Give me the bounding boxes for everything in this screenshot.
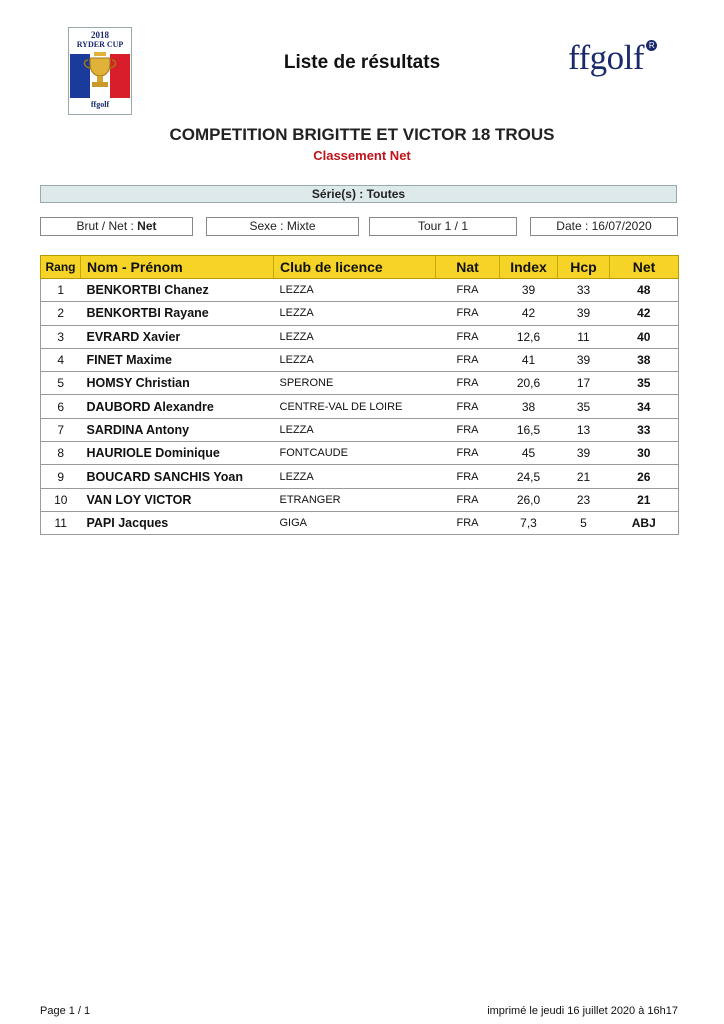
table-row (41, 488, 679, 511)
col-header-hcp: Hcp (558, 256, 610, 279)
table-header-row (41, 256, 679, 279)
col-header-club: Club de licence (274, 256, 436, 279)
date-box: Date : 16/07/2020 (530, 217, 678, 236)
cell-club: SPERONE (274, 372, 436, 395)
cell-nom: HOMSY Christian (81, 372, 274, 395)
cell-net: 48 (610, 279, 679, 302)
cell-index: 45 (500, 442, 558, 465)
document-title: Liste de résultats (283, 52, 441, 73)
cell-rang: 11 (41, 511, 81, 534)
cell-index: 39 (500, 279, 558, 302)
cell-net: 33 (610, 418, 679, 441)
cell-rang: 3 (41, 325, 81, 348)
cell-hcp: 39 (558, 302, 610, 325)
cell-net: ABJ (610, 511, 679, 534)
cell-net: 40 (610, 325, 679, 348)
table-row (41, 465, 679, 488)
cell-hcp: 39 (558, 442, 610, 465)
ffgolf-logo (568, 38, 655, 78)
cell-nom: BOUCARD SANCHIS Yoan (81, 465, 274, 488)
cell-rang: 10 (41, 488, 81, 511)
sexe-value: Mixte (286, 219, 316, 233)
logo-org: ffgolf (90, 100, 110, 109)
ryder-cup-logo (68, 27, 132, 115)
registered-icon: R (646, 40, 657, 51)
table-row (41, 372, 679, 395)
table-row (41, 442, 679, 465)
cell-nom: BENKORTBI Rayane (81, 302, 274, 325)
table-row (41, 348, 679, 371)
cell-nom: VAN LOY VICTOR (81, 488, 274, 511)
table-row (41, 511, 679, 534)
cell-club: LEZZA (274, 302, 436, 325)
results-table (40, 255, 679, 535)
col-header-nom: Nom - Prénom (81, 256, 274, 279)
cell-index: 42 (500, 302, 558, 325)
cell-rang: 9 (41, 465, 81, 488)
table-row (41, 395, 679, 418)
cell-nat: FRA (436, 325, 500, 348)
print-timestamp: imprimé le jeudi 16 juillet 2020 à 16h17 (487, 1005, 678, 1017)
col-header-rang: Rang (41, 256, 81, 279)
cell-net: 26 (610, 465, 679, 488)
cell-hcp: 23 (558, 488, 610, 511)
cell-index: 41 (500, 348, 558, 371)
cell-index: 24,5 (500, 465, 558, 488)
cell-index: 16,5 (500, 418, 558, 441)
table-row (41, 418, 679, 441)
cell-nat: FRA (436, 465, 500, 488)
cell-rang: 8 (41, 442, 81, 465)
competition-title: COMPETITION BRIGITTE ET VICTOR 18 TROUS (169, 125, 555, 144)
cell-rang: 2 (41, 302, 81, 325)
cell-rang: 6 (41, 395, 81, 418)
brut-net-box (40, 217, 193, 236)
cell-hcp: 39 (558, 348, 610, 371)
logo-name: RYDER CUP (76, 40, 124, 49)
cell-index: 12,6 (500, 325, 558, 348)
table-row (41, 325, 679, 348)
ffgolf-logo-text: ffgolf (568, 38, 645, 77)
trophy-flag-icon (70, 50, 130, 100)
cell-index: 26,0 (500, 488, 558, 511)
cell-hcp: 35 (558, 395, 610, 418)
cell-nat: FRA (436, 395, 500, 418)
table-row (41, 302, 679, 325)
cell-nat: FRA (436, 418, 500, 441)
cell-rang: 1 (41, 279, 81, 302)
brut-net-label: Brut / Net : (76, 219, 134, 233)
cell-hcp: 17 (558, 372, 610, 395)
sexe-label: Sexe : (249, 219, 284, 233)
brut-net-value: Net (137, 219, 157, 233)
cell-club: ETRANGER (274, 488, 436, 511)
cell-index: 7,3 (500, 511, 558, 534)
cell-net: 35 (610, 372, 679, 395)
cell-club: LEZZA (274, 279, 436, 302)
cell-club: GIGA (274, 511, 436, 534)
cell-nom: SARDINA Antony (81, 418, 274, 441)
cell-hcp: 21 (558, 465, 610, 488)
cell-club: LEZZA (274, 348, 436, 371)
col-header-net: Net (610, 256, 679, 279)
cell-club: LEZZA (274, 325, 436, 348)
cell-hcp: 5 (558, 511, 610, 534)
cell-nat: FRA (436, 372, 500, 395)
tour-box: Tour 1 / 1 (369, 217, 517, 236)
cell-club: LEZZA (274, 418, 436, 441)
cell-nom: BENKORTBI Chanez (81, 279, 274, 302)
cell-hcp: 33 (558, 279, 610, 302)
cell-club: CENTRE-VAL DE LOIRE (274, 395, 436, 418)
sexe-box (206, 217, 359, 236)
cell-net: 38 (610, 348, 679, 371)
cell-rang: 7 (41, 418, 81, 441)
cell-net: 21 (610, 488, 679, 511)
cell-nat: FRA (436, 442, 500, 465)
cell-nom: HAURIOLE Dominique (81, 442, 274, 465)
cell-hcp: 13 (558, 418, 610, 441)
cell-nom: FINET Maxime (81, 348, 274, 371)
cell-nom: DAUBORD Alexandre (81, 395, 274, 418)
cell-nat: FRA (436, 279, 500, 302)
cell-club: FONTCAUDE (274, 442, 436, 465)
col-header-index: Index (500, 256, 558, 279)
cell-net: 34 (610, 395, 679, 418)
series-bar: Série(s) : Toutes (40, 185, 677, 203)
cell-net: 30 (610, 442, 679, 465)
cell-index: 20,6 (500, 372, 558, 395)
ranking-type: Classement Net (313, 148, 411, 163)
cell-nom: EVRARD Xavier (81, 325, 274, 348)
cell-hcp: 11 (558, 325, 610, 348)
page-number: Page 1 / 1 (40, 1005, 91, 1017)
logo-year: 2018 (91, 30, 109, 40)
cell-nat: FRA (436, 348, 500, 371)
table-row (41, 279, 679, 302)
cell-nat: FRA (436, 511, 500, 534)
cell-club: LEZZA (274, 465, 436, 488)
cell-index: 38 (500, 395, 558, 418)
cell-nom: PAPI Jacques (81, 511, 274, 534)
cell-nat: FRA (436, 488, 500, 511)
cell-nat: FRA (436, 302, 500, 325)
cell-rang: 4 (41, 348, 81, 371)
col-header-nat: Nat (436, 256, 500, 279)
cell-net: 42 (610, 302, 679, 325)
cell-rang: 5 (41, 372, 81, 395)
